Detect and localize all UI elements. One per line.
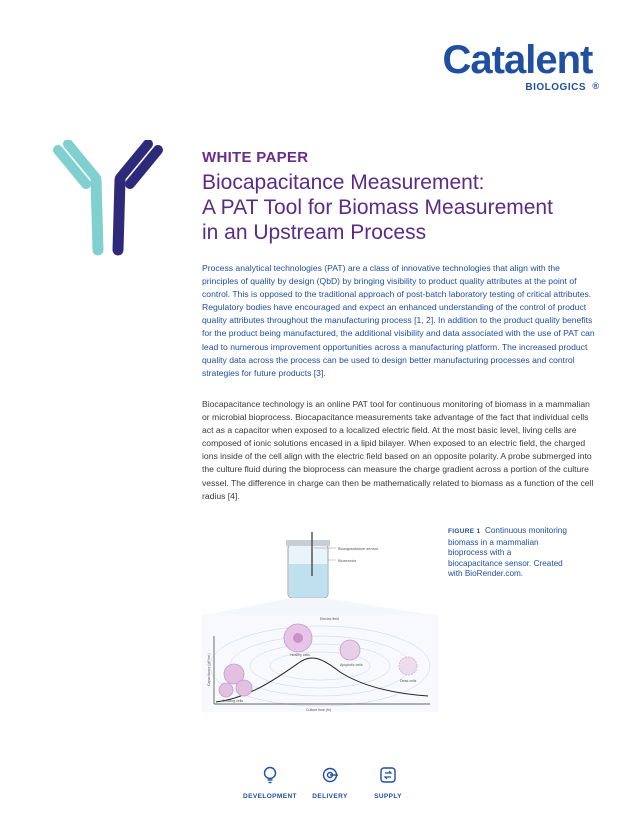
figure-caption-label: FIGURE 1 bbox=[448, 528, 481, 535]
figure-caption bbox=[448, 526, 568, 580]
antibody-icon bbox=[48, 140, 168, 260]
label-xaxis: Culture time (hr) bbox=[306, 708, 332, 712]
cell-apoptotic bbox=[340, 640, 360, 660]
title-line-3: in an Upstream Process bbox=[202, 221, 427, 244]
cell-nucleus bbox=[293, 633, 303, 643]
logo-wordmark: Catalent bbox=[442, 38, 593, 82]
label-dead: Dead cells bbox=[400, 679, 417, 683]
cell-growing-2 bbox=[236, 680, 252, 696]
footer-item-supply bbox=[348, 766, 428, 800]
cell-dead bbox=[399, 657, 417, 675]
supply-cycle-icon bbox=[379, 766, 397, 784]
footer-nav bbox=[230, 766, 430, 806]
catalent-logo bbox=[443, 40, 598, 93]
cell-growing-3 bbox=[219, 683, 233, 697]
figure-caption-text: Continuous monitoring biomass in a mammalian bioprocess with a biocapacitance sensor. Created with BioRender.com. bbox=[448, 526, 567, 579]
label-apoptotic: Apoptotic cells bbox=[340, 663, 363, 667]
projection-cone bbox=[202, 598, 438, 616]
label-yaxis: Capacitance (pF/cm) bbox=[207, 653, 211, 686]
label-healthy: Healthy cells bbox=[290, 653, 310, 657]
page-title bbox=[202, 170, 622, 245]
label-growing: Growing cells bbox=[222, 699, 244, 703]
document-type: WHITE PAPER bbox=[202, 149, 309, 166]
footer-label-delivery: DELIVERY bbox=[312, 793, 348, 800]
label-electric: Electric field bbox=[320, 617, 339, 621]
footer-label-supply: SUPPLY bbox=[374, 793, 402, 800]
body-paragraph: Biocapacitance technology is an online PAT tool for continuous monitoring of biomass in a mammalian or microbial bioprocess. Biocapacitance measurements take advantage of the fact that individual cells act as a capacitor when exposed to a localized electric field. At the most basic level, living cells are composed of ionic solutions encased in a lipid bilayer. When exposed to an electric field, the charged ions inside of the cell align with the electric field based on an opposite polarity. A probe submerged into the culture fluid during the bioprocess can measure the charge gradient across a portion of the culture vessel. The difference in charge can then be mathematically related to biomass as a function of the cell radius [4]. bbox=[202, 399, 594, 501]
intro-paragraph: Process analytical technologies (PAT) are a class of innovative technologies that align with the principles of quality by design (QbD) by bringing visibility to product quality attributes at the point of control. This is opposed to the traditional approach of post-batch laboratory testing of critical attributes. Regulatory bodies have encouraged and expect an enhanced understanding of the control of product quality attributes throughout the manufacturing process [1, 2]. In addition to the product quality benefits for the product being manufactured, the additional visibility and data associated with the use of PAT can lead to numerous improvement opportunities across a manufacturing platform. The increased product quality data across the process can be used to design better manufacturing processes and control strategies for future products [3]. bbox=[202, 263, 595, 378]
vessel-lid bbox=[286, 540, 330, 546]
culture-fluid bbox=[289, 564, 327, 597]
label-sensor: Biocapacitance sensor bbox=[338, 546, 379, 551]
title-line-2: A PAT Tool for Biomass Measurement bbox=[202, 196, 553, 219]
figure-biocapacitance bbox=[200, 526, 440, 716]
logo-division: BIOLOGICS bbox=[525, 82, 586, 93]
registered-mark: ® bbox=[592, 81, 598, 91]
label-bioreactor: Bioreactor bbox=[338, 558, 357, 563]
title-line-1: Biocapacitance Measurement: bbox=[202, 171, 485, 194]
lightbulb-icon bbox=[262, 766, 278, 784]
footer-label-development: DEVELOPMENT bbox=[243, 793, 297, 800]
target-arrow-icon bbox=[321, 766, 339, 784]
